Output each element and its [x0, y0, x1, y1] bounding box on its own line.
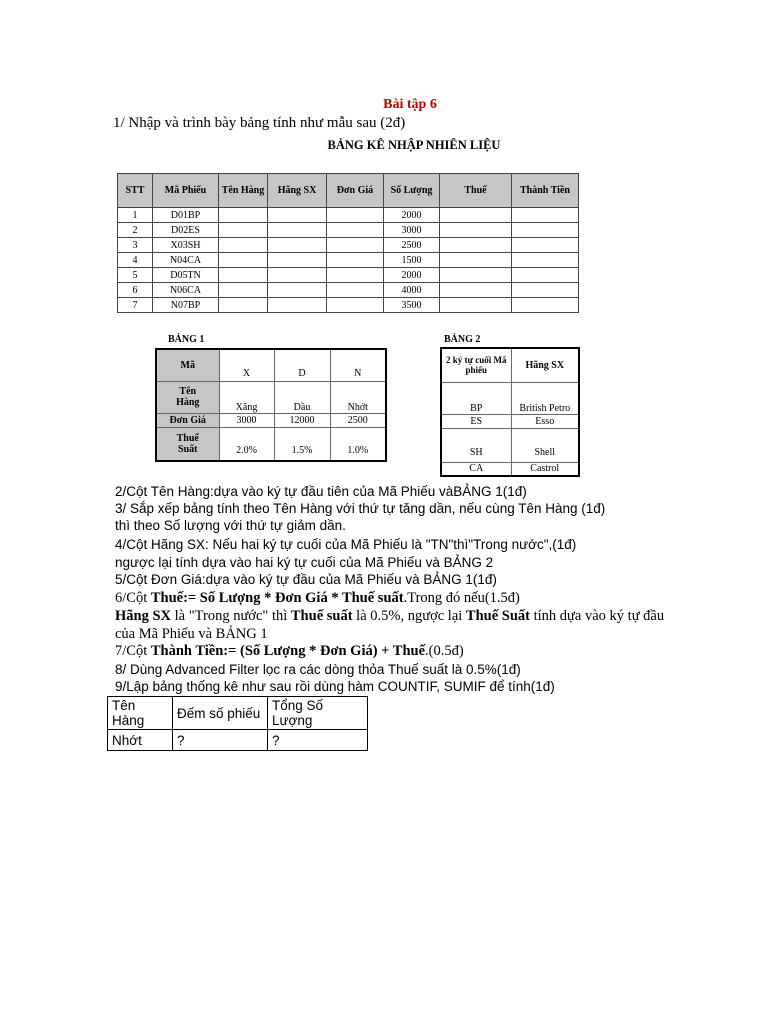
cell: Nhớt: [330, 381, 386, 413]
text: 6/Cột: [115, 590, 151, 606]
instruction-7: [115, 643, 464, 660]
cell: [440, 283, 512, 298]
main-table-header: [118, 174, 579, 208]
table-row: [108, 730, 368, 751]
cell: [440, 268, 512, 283]
cell: 1: [118, 208, 153, 223]
cell: [219, 298, 268, 313]
instruction-6: [115, 590, 520, 607]
cell: Nhớt: [108, 730, 173, 751]
cell: 12000: [274, 413, 330, 427]
bang1-table: [155, 348, 387, 462]
text: tính dựa vào ký tự đầu: [530, 608, 665, 624]
cell: N: [330, 349, 386, 381]
col-header: Đơn Giá: [327, 174, 384, 208]
cell: [512, 298, 579, 313]
cell: 1500: [384, 253, 440, 268]
table-row: [441, 382, 579, 414]
instruction-3a: 3/ Sắp xếp bảng tính theo Tên Hàng với thứ tự tăng dần, nếu cùng Tên Hàng (1đ): [115, 501, 606, 516]
cell: [268, 298, 327, 313]
col-header: 2 ký tự cuối Mã phiếu: [441, 348, 511, 382]
cell: [219, 238, 268, 253]
cell: [512, 223, 579, 238]
text: .Trong đó nếu(1.5đ): [403, 590, 520, 606]
cell: British Petro: [511, 382, 579, 414]
row-header: Thuế Suất: [156, 427, 219, 461]
cell: 4: [118, 253, 153, 268]
cell: [327, 238, 384, 253]
cell: [219, 283, 268, 298]
row-header: Mã: [156, 349, 219, 381]
instruction-2: 2/Cột Tên Hàng:dựa vào ký tự đầu tiên của Mã Phiếu vàBẢNG 1(1đ): [115, 484, 527, 499]
cell: [268, 253, 327, 268]
table-row: [118, 223, 579, 238]
table-row: [118, 298, 579, 313]
bang2-label: BẢNG 2: [444, 334, 481, 345]
table-row: [118, 208, 579, 223]
formula-text: Thành Tiền:= (Số Lượng * Đơn Giá) + Thuế: [150, 643, 426, 659]
stat-table: [107, 696, 368, 751]
cell: 2000: [384, 208, 440, 223]
cell: 4000: [384, 283, 440, 298]
page-title: Bài tập 6: [383, 97, 437, 112]
cell: [327, 268, 384, 283]
cell: Esso: [511, 414, 579, 428]
cell: ?: [173, 730, 268, 751]
col-header: Tổng Số Lượng: [268, 697, 368, 730]
cell: SH: [441, 428, 511, 462]
instruction-9: 9/Lập bảng thống kê như sau rồi dùng hàm COUNTIF, SUMIF để tính(1đ): [115, 679, 555, 694]
table-row: [156, 413, 386, 427]
col-header: Thuế: [440, 174, 512, 208]
table-row: [156, 381, 386, 413]
table-row: [118, 253, 579, 268]
col-header: Thành Tiền: [512, 174, 579, 208]
cell: 3500: [384, 298, 440, 313]
cell: Xăng: [219, 381, 274, 413]
bang2-table: [440, 347, 580, 477]
cell: CA: [441, 462, 511, 476]
instruction-4a: 4/Cột Hãng SX: Nếu hai ký tự cuối của Mã Phiếu là "TN"thì"Trong nước",(1đ): [115, 537, 577, 552]
table-row: [118, 238, 579, 253]
cell: [219, 268, 268, 283]
cell: [512, 268, 579, 283]
formula-text: Thuế:= Số Lượng * Đơn Giá * Thuế suất: [150, 590, 404, 606]
cell: D01BP: [153, 208, 219, 223]
bold-text: Hãng SX: [115, 608, 172, 624]
cell: 7: [118, 298, 153, 313]
cell: [327, 298, 384, 313]
bang1-label: BẢNG 1: [168, 334, 205, 345]
cell: BP: [441, 382, 511, 414]
cell: 6: [118, 283, 153, 298]
cell: [268, 283, 327, 298]
cell: X03SH: [153, 238, 219, 253]
table-row: [118, 283, 579, 298]
col-header: STT: [118, 174, 153, 208]
cell: [512, 283, 579, 298]
cell: [268, 268, 327, 283]
col-header: Số Lượng: [384, 174, 440, 208]
cell: N04CA: [153, 253, 219, 268]
instruction-6c: của Mã Phiếu và BẢNG 1: [115, 626, 268, 642]
row-header: Tên Hàng: [156, 381, 219, 413]
cell: 3000: [219, 413, 274, 427]
instruction-5: 5/Cột Đơn Giá:dựa vào ký tự đầu của Mã Phiếu và BẢNG 1(1đ): [115, 572, 497, 587]
text: là 0.5%, ngược lại: [352, 608, 466, 624]
cell: Shell: [511, 428, 579, 462]
cell: [327, 253, 384, 268]
cell: N07BP: [153, 298, 219, 313]
col-header: Mã Phiếu: [153, 174, 219, 208]
cell: [268, 208, 327, 223]
col-header: Tên Hàng: [219, 174, 268, 208]
table-row: [441, 414, 579, 428]
cell: 2500: [384, 238, 440, 253]
cell: D05TN: [153, 268, 219, 283]
cell: 1.0%: [330, 427, 386, 461]
row-header: Đơn Giá: [156, 413, 219, 427]
cell: 3000: [384, 223, 440, 238]
cell: [440, 298, 512, 313]
cell: 1.5%: [274, 427, 330, 461]
table-row: [441, 462, 579, 476]
col-header: Tên Hàng: [108, 697, 173, 730]
cell: 2: [118, 223, 153, 238]
text: .(0.5đ): [425, 643, 464, 659]
text: là "Trong nước" thì: [171, 608, 291, 624]
table-row: [156, 349, 386, 381]
cell: 5: [118, 268, 153, 283]
cell: [327, 208, 384, 223]
table-title: BẢNG KÊ NHẬP NHIÊN LIỆU: [327, 138, 501, 152]
cell: Dầu: [274, 381, 330, 413]
cell: [512, 253, 579, 268]
cell: [440, 223, 512, 238]
table-row: [441, 348, 579, 382]
instruction-3b: thì theo Số lượng với thứ tự giảm dần.: [115, 518, 346, 533]
table-row: [108, 697, 368, 730]
cell: [219, 208, 268, 223]
cell: 2.0%: [219, 427, 274, 461]
cell: [512, 238, 579, 253]
cell: [512, 208, 579, 223]
cell: 2500: [330, 413, 386, 427]
cell: [440, 208, 512, 223]
cell: D: [274, 349, 330, 381]
cell: 2000: [384, 268, 440, 283]
text: 7/Cột: [115, 643, 151, 659]
table-row: [118, 268, 579, 283]
cell: 3: [118, 238, 153, 253]
cell: [327, 223, 384, 238]
col-header: Hãng SX: [511, 348, 579, 382]
cell: [219, 253, 268, 268]
cell: X: [219, 349, 274, 381]
intro-text: 1/ Nhập và trình bày bảng tính như mẫu sau (2đ): [113, 115, 406, 131]
instruction-6b: [115, 608, 664, 625]
cell: [440, 238, 512, 253]
col-header: Hãng SX: [268, 174, 327, 208]
cell: [268, 238, 327, 253]
cell: [219, 223, 268, 238]
cell: [268, 223, 327, 238]
instruction-4b: ngược lại tính dựa vào hai ký tự cuối của Mã Phiếu và BẢNG 2: [115, 555, 494, 570]
cell: ?: [268, 730, 368, 751]
instruction-8: 8/ Dùng Advanced Filter lọc ra các dòng thỏa Thuế suất là 0.5%(1đ): [115, 662, 521, 677]
col-header: Đếm số phiếu: [173, 697, 268, 730]
bold-text: Thuế suất: [290, 608, 353, 624]
cell: N06CA: [153, 283, 219, 298]
main-table: [117, 173, 579, 313]
cell: D02ES: [153, 223, 219, 238]
cell: [440, 253, 512, 268]
bold-text: Thuế Suất: [465, 608, 530, 624]
table-row: [156, 427, 386, 461]
table-row: [441, 428, 579, 462]
cell: Castrol: [511, 462, 579, 476]
cell: ES: [441, 414, 511, 428]
cell: [327, 283, 384, 298]
